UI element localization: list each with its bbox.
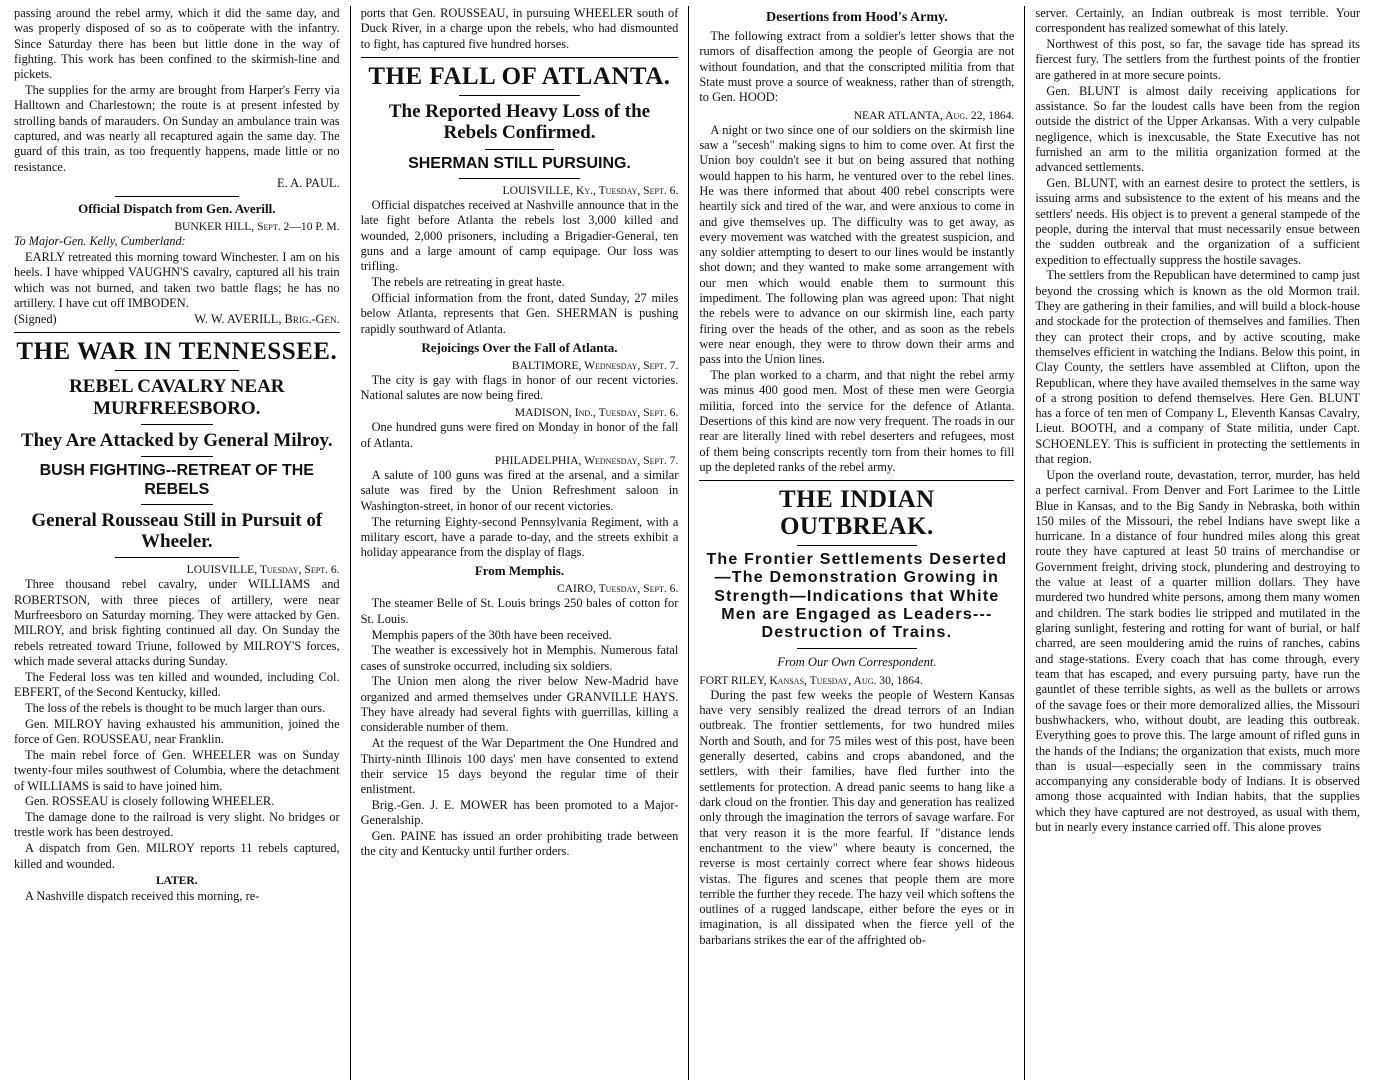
subheadline-sherman-pursuing: SHERMAN STILL PURSUING. [408, 154, 631, 172]
subheadline-attacked-by-milroy: They Are Attacked by General Milroy. [20, 429, 333, 451]
dateline: MADISON, Ind., Tuesday, Sept. 6. [514, 406, 679, 420]
paragraph: The city is gay with flags in honor of our recent victories. National salutes are now being fired. [360, 372, 679, 403]
addressee: To Major-Gen. Kelly, Cumberland: [14, 233, 186, 248]
dateline: BUNKER HILL, Sept. 2—10 P. M. [174, 219, 340, 233]
dateline: NEAR ATLANTA, Aug. 22, 1864. [853, 108, 1015, 122]
divider [361, 57, 679, 58]
paragraph: The supplies for the army are brought from Harper's Ferry via Halltown and Charlestown; the route is at present infested by strolling bands of marauders. On Sunday an ambulance train was captured, and was nearly all recaptured again the same day. The guard of this train, as too frequently happens, made little or no resistance. [14, 83, 340, 174]
headline-indian-outbreak: THE INDIAN OUTBREAK. [779, 486, 935, 540]
paragraph: The damage done to the railroad is very slight. No bridges or trestle work has been destroyed. [14, 810, 340, 840]
paragraph: At the request of the War Department the One Hundred and Thirty-ninth Illinois 100 days' men have consented to extend their service 15 days beyond the regular time of their enlistment. [360, 736, 679, 797]
paragraph: The Federal loss was ten killed and wounded, including Col. EBFERT, of the Second Kentucky, killed. [14, 669, 340, 700]
divider [14, 332, 340, 333]
dateline: FORT RILEY, Kansas, Tuesday, Aug. 30, 1864. [699, 673, 923, 687]
newspaper-column-3 [688, 6, 1024, 1080]
paragraph: ports that Gen. ROUSSEAU, in pursuing WHEELER south of Duck River, in a charge upon the rebels, who had dismounted to fight, has captured five hundred horses. [360, 6, 679, 51]
paragraph: The weather is excessively hot in Memphis. Numerous fatal cases of sunstroke occurred, including six soldiers. [360, 643, 679, 673]
headline-fall-of-atlanta: THE FALL OF ATLANTA. [368, 62, 671, 90]
signed-label: (Signed) [14, 312, 57, 327]
paragraph: The steamer Belle of St. Louis brings 250 bales of cotton for St. Louis. [360, 596, 679, 626]
newspaper-column-2 [350, 6, 689, 1080]
paragraph: The plan worked to a charm, and that night the rebel army was minus 400 good men. Most of these men were Georgia militia, forced into the service for the defence of Atlanta. Desertions of this kind are now very frequent. The roads in our rear are literally lined with rebel deserters and refugees, most of them being conscripts recently torn from their homes to fill up the depleted ranks of the rebel army. [699, 368, 1015, 475]
paragraph: Memphis papers of the 30th have been received. [371, 627, 612, 642]
subheadline-rousseau-pursuit: General Rousseau Still in Pursuit of Wheeler. [31, 509, 323, 553]
paragraph: The rebels are retreating in great haste. [371, 275, 565, 290]
divider [459, 95, 580, 96]
paragraph: The loss of the rebels is thought to be much larger than ours. [25, 700, 326, 715]
paragraph: EARLY retreated this morning toward Winchester. I am on his heels. I have whipped VAUGHN'S cavalry, captured all his train which was not burned, and taken two battle flags; he has no artillery. I have cut off IMBODEN. [14, 249, 340, 310]
dateline: CAIRO, Tuesday, Sept. 6. [556, 582, 679, 596]
section-heading-from-memphis: From Memphis. [474, 563, 565, 579]
signed-line [14, 312, 340, 327]
divider [115, 370, 239, 371]
divider [115, 557, 239, 558]
divider [459, 178, 580, 179]
divider [141, 504, 213, 505]
paragraph: The main rebel force of Gen. WHEELER was on Sunday twenty-four miles southwest of Columbia, where the detachment of WILLIAMS is said to have joined him. [14, 747, 340, 793]
paragraph: Gen. BLUNT is almost daily receiving applications for assistance. So far the loudest calls have been from the region outside the district of the Upper Arkansas. With a very culpable negligence, which is inexcusable, the State Executive has not furnished an arm to the militia organization formed at the advanced settlements. [1035, 83, 1360, 175]
paragraph: During the past few weeks the people of Western Kansas have very sensibly realized the dread terrors of an Indian outbreak. The frontier settlements, for two hundred miles North and South, and for 75 miles west of this post, have been generally deserted, cabins and crops abandoned, and the settlers, with their families, have fled further into the settlements for protection. A dread panic seems to hang like a dark cloud on the frontier. This day and generation has realized only through the imagination the terrors of savage warfare. For that very reason it is the more fearful. If "distance lends enchantment to the view" where beauty is concerned, the reverse is most certainly correct where fear shows hideous vistas. The figures and scenes that people them are more terrible the further they recede. The hazy veil which softens the outlines of a rugged landscape, either before the eyes or in imagination, is all dissipated when the fierce yell of the barbarians strikes the ear of the affrighted ob- [699, 687, 1015, 947]
later-label: LATER. [155, 874, 198, 887]
dateline: LOUISVILLE, Ky., Tuesday, Sept. 6. [502, 184, 679, 198]
paragraph: The settlers from the Republican have determined to camp just beyond the crossing which is known as the old Mormon trail. They are gathering in their families, and will build a block-house and stockade for the protection of themselves and families. Then they can protect their crops, and by active scouting, make themselves efficient in watching the Indians. Below this point, in Clay County, the settlers have assembled at Clifton, upon the Republican, where they have availed themselves in the same way of a strong position to defend themselves. Here Gen. BLUNT has a force of ten men of Company L, Eleventh Kansas Cavalry, Lieut. BOOTH, and a company of State militia, under Capt. SCHOENLEY. This is sufficient in protecting the settlements in that region. [1035, 268, 1360, 467]
paragraph: A Nashville dispatch received this morning, re- [25, 888, 260, 903]
paragraph: Brig.-Gen. J. E. MOWER has been promoted to a Major-Generalship. [360, 797, 679, 828]
paragraph: Official information from the front, dated Sunday, 27 miles below Atlanta, represents that Gen. SHERMAN is pushing rapidly southward of Atlanta. [360, 290, 679, 336]
section-heading-rejoicings: Rejoicings Over the Fall of Atlanta. [421, 339, 618, 355]
paragraph: Northwest of this post, so far, the savage tide has spread its fiercest fury. The settlers from the furthest points of the frontier are gathered in at more secure points. [1035, 37, 1360, 82]
divider [485, 149, 555, 150]
paragraph: The returning Eighty-second Pennsylvania Regiment, with a military escort, have a parade to-day, and the streets exhibit a holiday appearance from the display of flags. [360, 514, 679, 560]
section-heading-desertions: Desertions from Hood's Army. [766, 10, 948, 25]
divider [141, 424, 213, 425]
paragraph: Gen. MILROY having exhausted his ammunition, joined the force of Gen. ROUSSEAU, near Franklin. [14, 716, 340, 747]
subheadline-rebel-cavalry: REBEL CAVALRY NEAR MURFREESBORO. [69, 376, 285, 419]
paragraph: passing around the rebel army, which it did the same day, and was properly disposed of so as to coöperate with the infantry. Since Saturday there has been but little done in the way of fighting. This work has been confined to the skirmish-line and pickets. [14, 6, 340, 82]
paragraph: Three thousand rebel cavalry, under WILLIAMS and ROBERTSON, with three pieces of artillery, were near Murfreesboro on Saturday morning. They were attacked by Gen. MILROY, and brisk fighting continued all day. On Sunday the rebels retreated toward Triune, followed by MILROY'S forces, which made several attacks during Sunday. [14, 577, 340, 669]
headline-war-in-tennessee: THE WAR IN TENNESSEE. [16, 338, 338, 366]
dateline: LOUISVILLE, Tuesday, Sept. 6. [186, 563, 340, 577]
newspaper-column-4 [1024, 6, 1370, 1080]
paragraph: Official dispatches received at Nashville announce that in the late fight before Atlanta the rebels lost 3,000 killed and wounded, 2,000 prisoners, including a Brigadier-General, ten guns and a large amount of camp equipage. Our loss was trifling. [360, 198, 679, 274]
subheadline-bush-fighting: BUSH FIGHTING--RETREAT OF THE REBELS [39, 462, 314, 498]
paragraph: The Union men along the river below New-Madrid have organized and armed themselves under GRANVILLE HAYS. They have already had several fights with guerrillas, killing a considerable number of them. [360, 674, 679, 735]
divider [141, 456, 213, 457]
divider [115, 196, 239, 197]
paragraph: Gen. ROSSEAU is closely following WHEELER. [25, 794, 275, 809]
paragraph: Gen. PAINE has issued an order prohibiting trade between the city and Kentucky until further orders. [360, 829, 679, 859]
subheadline-frontier-settlements: The Frontier Settlements Deserted—The Demonstration Growing in Strength—Indications that White Men are Engaged as Leaders---Destruction of Trains. [706, 550, 1008, 642]
paragraph: server. Certainly, an Indian outbreak is most terrible. Your correspondent has realized somewhat of this lately. [1035, 6, 1360, 36]
dateline: BALTIMORE, Wednesday, Sept. 7. [511, 358, 679, 372]
section-heading: Official Dispatch from Gen. Averill. [78, 200, 276, 216]
paragraph: One hundred guns were fired on Monday in honor of the fall of Atlanta. [360, 420, 679, 450]
dateline: PHILADELPHIA, Wednesday, Sept. 7. [494, 454, 679, 468]
paragraph: Upon the overland route, devastation, terror, murder, has held a perfect carnival. From Denver and Fort Larimee to the Little Blue in Kansas, and to the Big Sandy in Nebraska, both within 150 miles of the Missouri, the rebel Indians have swept like a hurricane. In a distance of four hundred miles along this great route they have captured at least 50 trains of merchandise or Government freight, driving stock, plundering and destroying to the value at least of a quarter million dollars. They have murdered two hundred white persons, among them many women and children. The stark bodies lie stripped and mutilated in the glaring sunlight, festering and rotting for want of burial, or half charred, are seen mouldering amid the ruins of ranches, cabins and stage-stations. Every coach that has come through, every team that has escaped, and every pursuing party, have run the gauntlet of these terrible sights, as well as the bullets or arrows of the savage foes or their more demoralized allies, the Missouri bushwhackers, who, without doubt, are leading this outbreak. Everything goes to prove this. The large amount of rifled guns in the hands of the Indians; the organization that exists, much more than is usual—especially seen in the commissary trains accompanying any considerable body of Indians. It is observed among those acquainted with Indian habits, that the supplies which they have captured are not destroyed, as usual with them, but in nearly every instance carried off. This alone proves [1035, 467, 1360, 835]
paragraph: A dispatch from Gen. MILROY reports 11 rebels captured, killed and wounded. [14, 841, 340, 871]
paragraph: A night or two since one of our soldiers on the skirmish line saw a "secesh" making signs to him to come over. At first the Union boy couldn't see it but on being assured that nothing would happen to his harm, he ventured over to the rebel lines. He was there informed that about 400 rebel conscripts were heartily sick and tired of the war, and were anxious to come in and give themselves up. The difficulty was to get away, as every movement was watched with the greatest suspicion, and any soldier attempting to desert to our lines would be instantly shot down; and they wanted to make some arrangement with our men which would enable them to surmount this impediment. The following plan was agreed upon: That night the rebels were to advance on our skirmish line, each party firing over the heads of the other, and as soon as the rebels were near enough, they were to throw down their arms and pass into the Union lines. [699, 122, 1015, 367]
paragraph: The following extract from a soldier's letter shows that the rumors of disaffection among the people of Georgia are not without foundation, and that the conscripted militia from that State must prove a source of weakness, rather than of strength, to Gen. HOOD: [699, 29, 1015, 105]
divider [699, 480, 1014, 481]
subheadline-heavy-loss: The Reported Heavy Loss of the Rebels Confirmed. [388, 101, 651, 144]
signature: E. A. PAUL. [277, 175, 340, 190]
paragraph: Gen. BLUNT, with an earnest desire to protect the settlers, is issuing arms and subsistence to the extent of his means and the settlers' needs. His object is to prevent a general stampede of the people, during the interval that must necessarily ensue between the sudden outbreak and the organization of a sufficient expedition to effectually suppress the hostile savages. [1035, 175, 1360, 267]
newspaper-column-1 [4, 6, 350, 1080]
signed-name: W. W. AVERILL, Brig.-Gen. [194, 312, 340, 327]
correspondent-credit: From Our Own Correspondent. [777, 654, 937, 669]
divider [797, 648, 917, 649]
paragraph: A salute of 100 guns was fired at the arsenal, and a similar salute was fired by the Union Refreshment saloon in Washington-street, in honor of our recent victories. [360, 468, 679, 513]
divider [797, 545, 917, 546]
